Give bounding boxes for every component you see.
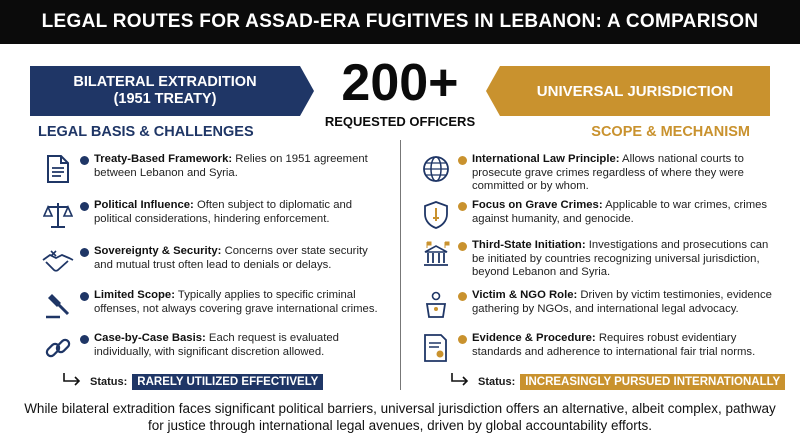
item-text: Case-by-Case Basis: Each request is evaluated individually, with significant discretion allowed. xyxy=(94,332,339,358)
list-item xyxy=(420,239,780,280)
podium-icon xyxy=(420,289,452,321)
bullet-dot xyxy=(80,156,89,165)
status-badge: RARELY UTILIZED EFFECTIVELY xyxy=(132,374,323,390)
list-item xyxy=(420,332,780,364)
bilateral-extradition-header xyxy=(30,66,300,116)
handshake-icon xyxy=(42,245,74,277)
scope-mechanism-section-title: SCOPE & MECHANISM xyxy=(591,124,750,140)
list-item xyxy=(420,199,780,231)
globe-icon xyxy=(420,153,452,185)
item-text: Limited Scope: Typically applies to specific criminal offenses, not always covering grave international crimes. xyxy=(94,289,378,315)
status-label: Status: xyxy=(90,375,128,388)
shield-sword-icon xyxy=(420,199,452,231)
requested-officers-count: 200+ xyxy=(341,54,459,112)
item-text: Evidence & Procedure: Requires robust evidentiary standards and adherence to international fair trial norms. xyxy=(472,332,756,358)
column-divider xyxy=(400,140,401,390)
status-label: Status: xyxy=(478,375,516,388)
arrow-icon xyxy=(450,373,470,390)
list-item xyxy=(42,199,382,231)
item-text: Third-State Initiation: Investigations and prosecutions can be initiated by countries recognizing universal jurisdiction, beyond Lebanon and Syria. xyxy=(472,239,769,278)
list-item xyxy=(42,245,382,277)
list-item xyxy=(420,153,780,194)
arrow-icon xyxy=(62,373,82,390)
gavel-icon xyxy=(42,289,74,321)
item-text: International Law Principle: Allows national courts to prosecute grave crimes regardless of where they were committed or by whom. xyxy=(472,153,744,192)
bullet-dot xyxy=(458,242,467,251)
legal-basis-section-title: LEGAL BASIS & CHALLENGES xyxy=(38,124,254,140)
list-item xyxy=(42,332,382,364)
item-text: Sovereignty & Security: Concerns over state security and mutual trust often lead to denials or delays. xyxy=(94,245,368,271)
bullet-dot xyxy=(80,248,89,257)
item-text: Treaty-Based Framework: Relies on 1951 agreement between Lebanon and Syria. xyxy=(94,153,368,179)
bullet-dot xyxy=(458,335,467,344)
list-item xyxy=(42,153,382,185)
bullet-dot xyxy=(80,335,89,344)
universal-jurisdiction-header: UNIVERSAL JURISDICTION xyxy=(500,66,770,116)
left-status xyxy=(62,373,323,390)
list-item xyxy=(420,289,780,321)
list-item xyxy=(42,289,382,321)
item-text: Focus on Grave Crimes: Applicable to war crimes, crimes against humanity, and genocide. xyxy=(472,199,768,225)
bullet-dot xyxy=(80,202,89,211)
bullet-dot xyxy=(80,292,89,301)
item-text: Political Influence: Often subject to diplomatic and political considerations, hindering enforcement. xyxy=(94,199,353,225)
scales-icon xyxy=(42,199,74,231)
item-text: Victim & NGO Role: Driven by victim testimonies, evidence gathering by NGOs, and international legal advocacy. xyxy=(472,289,772,315)
bullet-dot xyxy=(458,156,467,165)
bullet-dot xyxy=(458,202,467,211)
courthouse-flags-icon xyxy=(420,239,452,271)
document-icon xyxy=(42,153,74,185)
page-title: LEGAL ROUTES FOR ASSAD-ERA FUGITIVES IN LEBANON: A COMPARISON xyxy=(0,0,800,44)
chain-link-icon xyxy=(42,332,74,364)
requested-officers-caption: REQUESTED OFFICERS xyxy=(324,114,476,129)
header-line-1: BILATERAL EXTRADITION xyxy=(73,74,257,90)
bullet-dot xyxy=(458,292,467,301)
right-status xyxy=(450,373,785,390)
header-line-2: (1951 TREATY) xyxy=(113,91,217,107)
status-badge: INCREASINGLY PURSUED INTERNATIONALLY xyxy=(520,374,785,390)
summary-footer: While bilateral extradition faces significant political barriers, universal jurisdiction offers an alternative, albeit complex, pathway for justice through international legal avenues, driven by global accountability efforts. xyxy=(24,401,776,433)
certificate-icon xyxy=(420,332,452,364)
